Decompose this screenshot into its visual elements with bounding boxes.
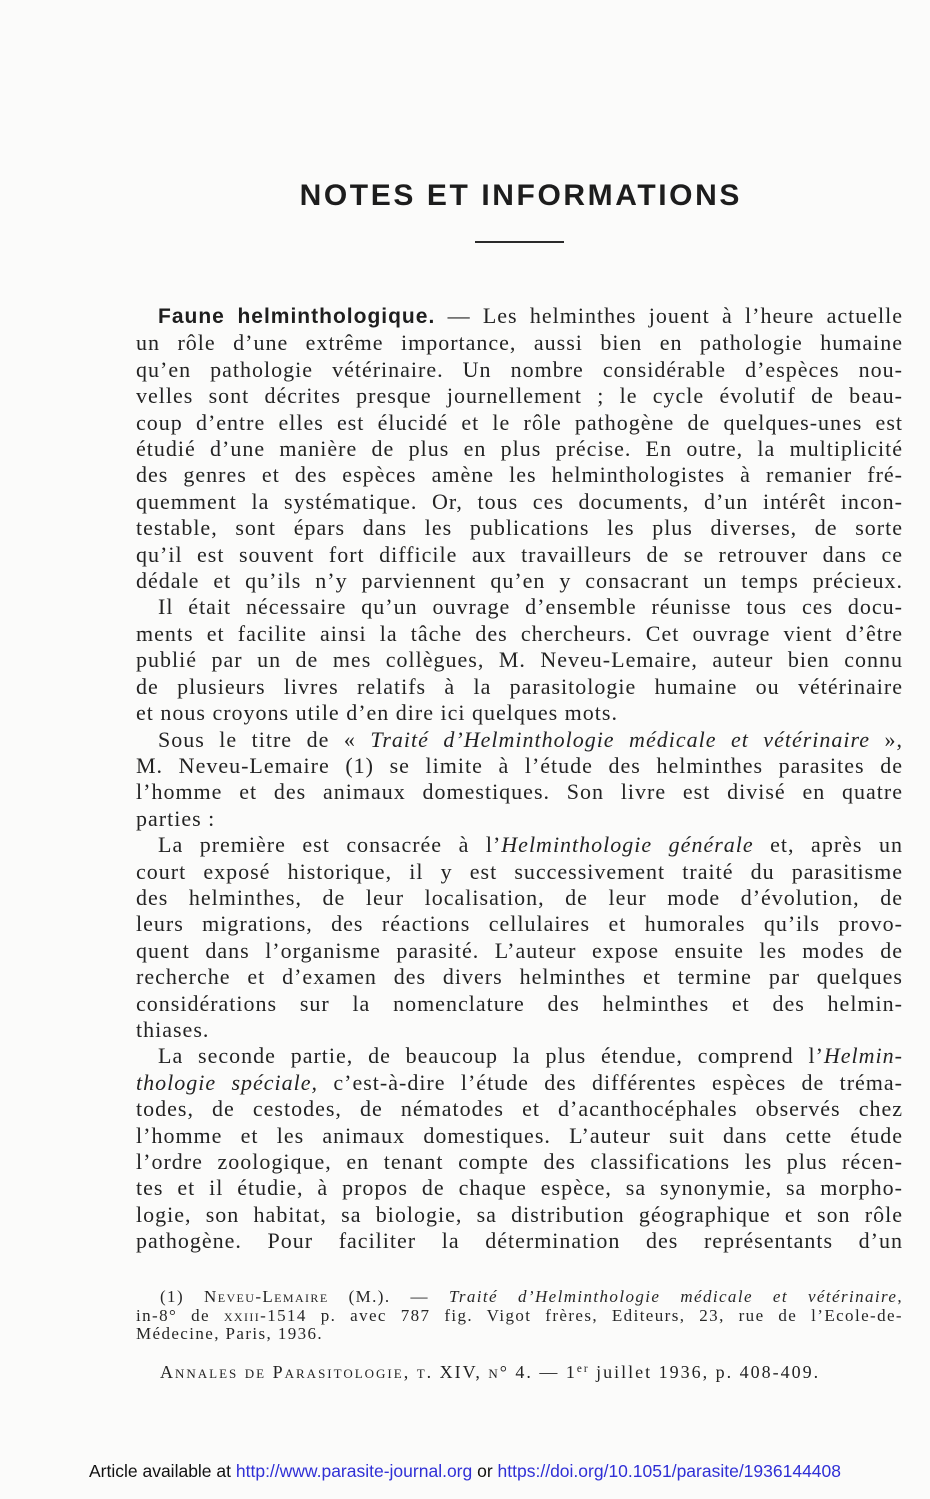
footnote-line (136, 1288, 903, 1307)
journal-citation (160, 1362, 820, 1385)
text-line: dédale et qu’ils n’y parviennent qu’en y consacrant un temps précieux. (136, 568, 903, 594)
book-title: Traité d’Helminthologie médicale et vétérinaire (370, 726, 871, 752)
text-line: court exposé historique, il y est successivement traité du parasitisme (136, 858, 903, 884)
text-line (136, 1070, 903, 1096)
emphasis-text: thologie spéciale, (136, 1069, 319, 1095)
text-line: étudié d’une manière de plus en plus précise. En outre, la multiplicité (136, 436, 903, 462)
article-body (136, 303, 903, 1255)
text-line: recherche et d’examen des divers helminthes et termine par quelques (136, 964, 903, 990)
text-line: M. Neveu-Lemaire (1) se limite à l’étude des helminthes parasites de (136, 752, 903, 778)
emphasis-text: Helminthologie générale (501, 832, 754, 858)
footnote-line (136, 1307, 903, 1326)
text-line: l’homme et des animaux domestiques. Son livre est divisé en quatre (136, 779, 903, 805)
text-line: qu’en pathologie vétérinaire. Un nombre considérable d’espèces nou- (136, 356, 903, 382)
text-run: », (870, 726, 904, 752)
text-line: un rôle d’une extrême importance, aussi bien en pathologie humaine (136, 330, 903, 356)
text-run: in-8° de (136, 1305, 224, 1325)
text-line: considérations sur la nomenclature des helminthes et des helmin- (136, 990, 903, 1016)
text-run: La seconde partie, de beaucoup la plus étendue, comprend l’ (158, 1043, 824, 1069)
text-line: des helminthes, de leur localisation, de leur mode d’évolution, de (136, 884, 903, 910)
doi-link[interactable]: https://doi.org/10.1051/parasite/1936144408 (497, 1461, 842, 1481)
text-line: tes et il étudie, à propos de chaque espèce, sa synonymie, sa morpho- (136, 1175, 903, 1201)
citation-day-suffix: er (576, 1362, 590, 1375)
footnote-marker: (1) (160, 1287, 205, 1306)
section-title: NOTES ET INFORMATIONS (299, 179, 742, 212)
text-line: thiases. (136, 1016, 210, 1042)
text-line: logie, son habitat, sa biologie, sa distribution géographique et son rôle (136, 1201, 903, 1227)
text-line: quent dans l’organisme parasité. L’auteur expose ensuite les modes de (136, 937, 903, 963)
text-line: qu’il est souvent fort difficile aux travailleurs de se retrouver dans ce (136, 541, 903, 567)
text-run: La première est consacrée à l’ (158, 832, 502, 858)
text-line: parties : (136, 805, 216, 831)
access-prefix: Article available at (88, 1461, 236, 1481)
text-run: c’est-à-dire l’étude des différentes espèces de tréma- (318, 1069, 903, 1095)
text-line: l’homme et les animaux domestiques. L’auteur suit dans cette étude (136, 1122, 903, 1148)
text-line: de plusieurs livres relatifs à la parasitologie humaine ou vétérinaire (136, 673, 903, 699)
text-line: quemment la systématique. Or, tous ces documents, d’un intérêt incon- (136, 488, 903, 514)
journal-website-link[interactable]: http://www.parasite-journal.org (235, 1461, 473, 1481)
citation-separator: — (532, 1362, 566, 1382)
access-conjunction: or (472, 1461, 498, 1481)
text-line: des genres et des espèces amène les helminthologistes à remanier fré- (136, 462, 903, 488)
paragraph (136, 594, 903, 726)
article-heading: Faune helminthologique. (158, 305, 436, 328)
text-run: (M.). — (328, 1287, 449, 1306)
text-line (136, 832, 903, 858)
roman-numeral: xxiii (223, 1305, 261, 1325)
text-line: l’ordre zoologique, en tenant compte des classifications les plus récen- (136, 1149, 903, 1174)
emphasis-text: Helmin- (823, 1043, 903, 1069)
footnote-line: Médecine, Paris, 1936. (136, 1324, 324, 1343)
text-run: Sous le titre de « (158, 726, 371, 752)
text-line (136, 1043, 903, 1069)
book-title: Traité d’Helminthologie médicale et vétérinaire (448, 1287, 898, 1306)
title-rule (475, 241, 564, 243)
journal-issue: Annales de Parasitologie, t. XIV, n° 4. (160, 1362, 533, 1382)
access-notice (0, 1461, 930, 1481)
text-line: leurs migrations, des réactions cellulaires et humorales qu’ils provo- (136, 911, 903, 937)
text-run: — Les helminthes jouent à l’heure actuelle (435, 303, 903, 328)
text-line: pathogène. Pour faciliter la détermination des représentants d’un (136, 1228, 903, 1254)
text-line: testable, sont épars dans les publications les plus diverses, de sorte (136, 515, 903, 541)
text-run: -1514 p. avec 787 fig. Vigot frères, Editeurs, 23, rue de l’Ecole-de- (260, 1305, 903, 1325)
paragraph (136, 1043, 903, 1254)
text-line (136, 727, 903, 753)
text-line: Il était nécessaire qu’un ouvrage d’ensemble réunisse tous ces docu- (158, 594, 903, 620)
text-line (136, 303, 903, 330)
text-line: et nous croyons utile d’en dire ici quelques mots. (136, 700, 618, 726)
citation-day: 1 (565, 1362, 577, 1382)
text-run: et, après un (753, 832, 903, 858)
footnote (136, 1288, 903, 1344)
text-line: velles sont décrites presque journellement ; le cycle évolutif de beau- (136, 383, 903, 409)
author-name: Neveu-Lemaire (204, 1287, 329, 1306)
text-run: , (897, 1287, 903, 1306)
text-line: todes, de cestodes, de nématodes et d’acanthocéphales observés chez (136, 1096, 903, 1122)
paragraph (136, 832, 903, 1043)
paragraph (136, 303, 903, 594)
text-line: ments et facilite ainsi la tâche des chercheurs. Cet ouvrage vient d’être (136, 620, 903, 646)
text-line: publié par un de mes collègues, M. Neveu-Lemaire, auteur bien connu (136, 647, 903, 673)
text-line: coup d’entre elles est élucidé et le rôle pathogène de quelques-unes est (136, 409, 903, 435)
paragraph (136, 727, 903, 833)
citation-date-pages: juillet 1936, p. 408-409. (589, 1362, 821, 1382)
